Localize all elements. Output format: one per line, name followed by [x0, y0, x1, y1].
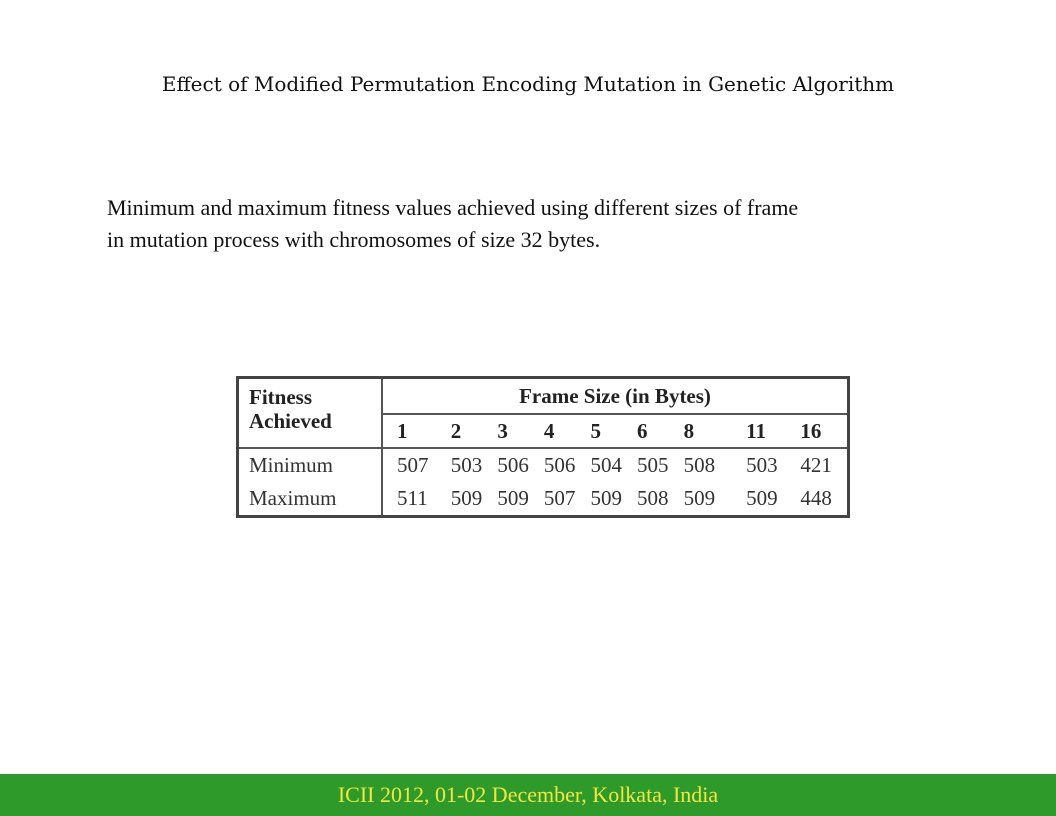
caption-line-2: in mutation process with chromosomes of size 32 bytes.	[107, 227, 601, 252]
value-cell: 509	[590, 486, 622, 511]
value-cell: 507	[397, 453, 429, 478]
value-cell: 503	[450, 453, 483, 478]
frame-size-cell: 4	[544, 414, 591, 448]
value-cell: 505	[637, 453, 669, 478]
value-cell: 508	[683, 453, 716, 478]
value-cell: 508	[637, 486, 669, 511]
value-cell: 511	[397, 486, 428, 511]
frame-size-cell: 8	[684, 414, 731, 448]
row-header-line-1: Fitness	[249, 385, 312, 409]
value-cell: 509	[497, 486, 529, 511]
value-cell: 509	[683, 486, 716, 511]
value-cell: 421	[800, 453, 832, 478]
row-label-maximum: Maximum	[239, 482, 382, 515]
frame-size-cell: 16	[800, 414, 847, 448]
row-label-minimum: Minimum	[239, 448, 382, 482]
frame-size-cell: 11	[730, 414, 800, 448]
value-cell: 509	[746, 486, 778, 511]
frame-size-cell: 5	[590, 414, 637, 448]
value-cell: 448	[800, 486, 832, 511]
slide-title: Effect of Modified Permutation Encoding Mutation in Genetic Algorithm	[161, 72, 895, 96]
value-cell: 503	[746, 453, 778, 478]
value-cell: 509	[450, 486, 483, 511]
table-caption	[107, 192, 987, 256]
column-group-header: Frame Size (in Bytes)	[382, 379, 847, 414]
footer-text: ICII 2012, 01-02 December, Kolkata, India	[337, 782, 719, 807]
value-cell: 506	[497, 453, 529, 478]
table-row	[239, 448, 847, 482]
table-row	[239, 482, 847, 515]
fitness-table-grid	[239, 379, 847, 515]
value-cell: 506	[543, 453, 576, 478]
caption-line-1: Minimum and maximum fitness values achieved using different sizes of frame	[107, 195, 799, 220]
frame-size-cell: 6	[637, 414, 684, 448]
frame-size-cell: 1	[382, 414, 451, 448]
frame-size-cell: 2	[451, 414, 498, 448]
frame-size-cell: 3	[497, 414, 544, 448]
value-cell: 507	[543, 486, 576, 511]
row-header-line-2: Achieved	[249, 409, 332, 433]
row-header-cell	[239, 379, 382, 448]
value-cell: 504	[590, 453, 622, 478]
fitness-table	[236, 376, 850, 518]
footer-bar	[0, 774, 1056, 816]
